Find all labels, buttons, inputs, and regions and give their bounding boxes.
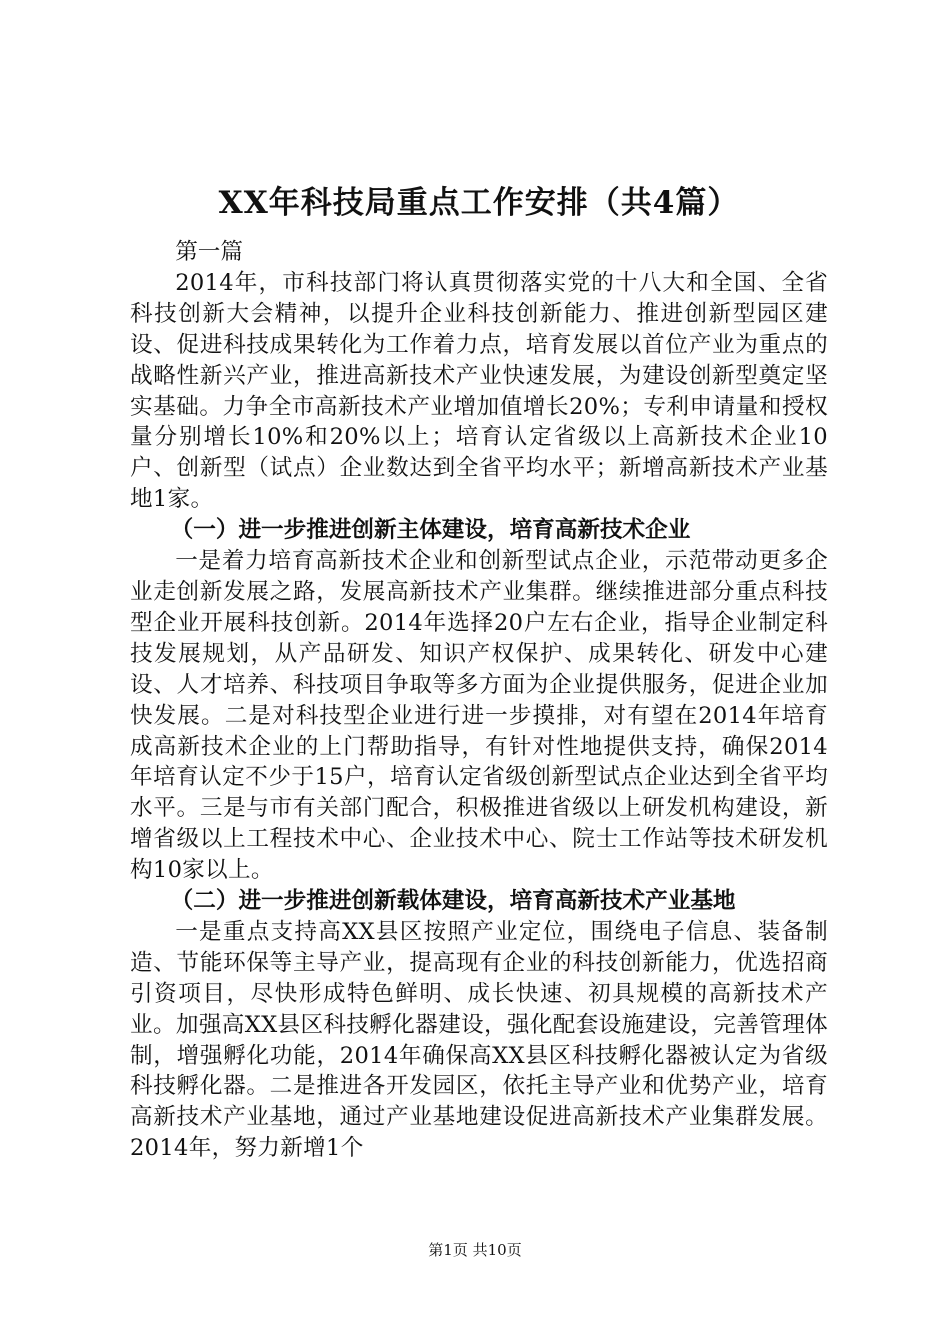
page-footer: 第1页 共10页: [428, 1241, 522, 1259]
body-paragraph-1: 一是着力培育高新技术企业和创新型试点企业，示范带动更多企业走创新发展之路，发展高新技术产业集群。继续推进部分重点科技型企业开展科技创新。2014年选择20户左右企业，指导企业制定科技发展规划，从产品研发、知识产权保护、成果转化、研发中心建设、人才培养、科技项目争取等多方面为企业提供服务，促进企业加快发展。二是对科技型企业进行进一步摸排，对有望在2014年培育成高新技术企业的上门帮助指导，有针对性地提供支持，确保2014年培育认定不少于15户，培育认定省级创新型试点企业达到全省平均水平。三是与市有关部门配合，积极推进省级以上研发机构建设，新增省级以上工程技术中心、企业技术中心、院士工作站等技术研发机构10家以上。: [130, 548, 828, 884]
document-page: [130, 175, 828, 1164]
section-label: 第一篇: [175, 239, 243, 265]
section-heading-2: （二）进一步推进创新载体建设，培育高新技术产业基地: [170, 888, 736, 915]
body-paragraph-2: 一是重点支持高XX县区按照产业定位，围绕电子信息、装备制造、节能环保等主导产业，提高现有企业的科技创新能力，优选招商引资项目，尽快形成特色鲜明、成长快速、初具规模的高新技术产业。加强高XX县区科技孵化器建设，强化配套设施建设，完善管理体制，增强孵化功能，2014年确保高XX县区科技孵化器被认定为省级科技孵化器。二是推进各开发园区，依托主导产业和优势产业，培育高新技术产业基地，通过产业基地建设促进高新技术产业集群发展。2014年，努力新增1个: [130, 918, 828, 1162]
section-heading-1: （一）进一步推进创新主体建设，培育高新技术企业: [170, 517, 691, 544]
intro-paragraph: 2014年，市科技部门将认真贯彻落实党的十八大和全国、全省科技创新大会精神，以提升企业科技创新能力、推进创新型园区建设、促进科技成果转化为工作着力点，培育发展以首位产业为重点的战略性新兴产业，推进高新技术产业快速发展，为建设创新型奠定坚实基础。力争全市高新技术产业增加值增长20%；专利申请量和授权量分别增长10%和20%以上；培育认定省级以上高新技术企业10户、创新型（试点）企业数达到全省平均水平；新增高新技术产业基地1家。: [130, 269, 828, 513]
document-title: XX年科技局重点工作安排（共4篇）: [218, 185, 740, 221]
